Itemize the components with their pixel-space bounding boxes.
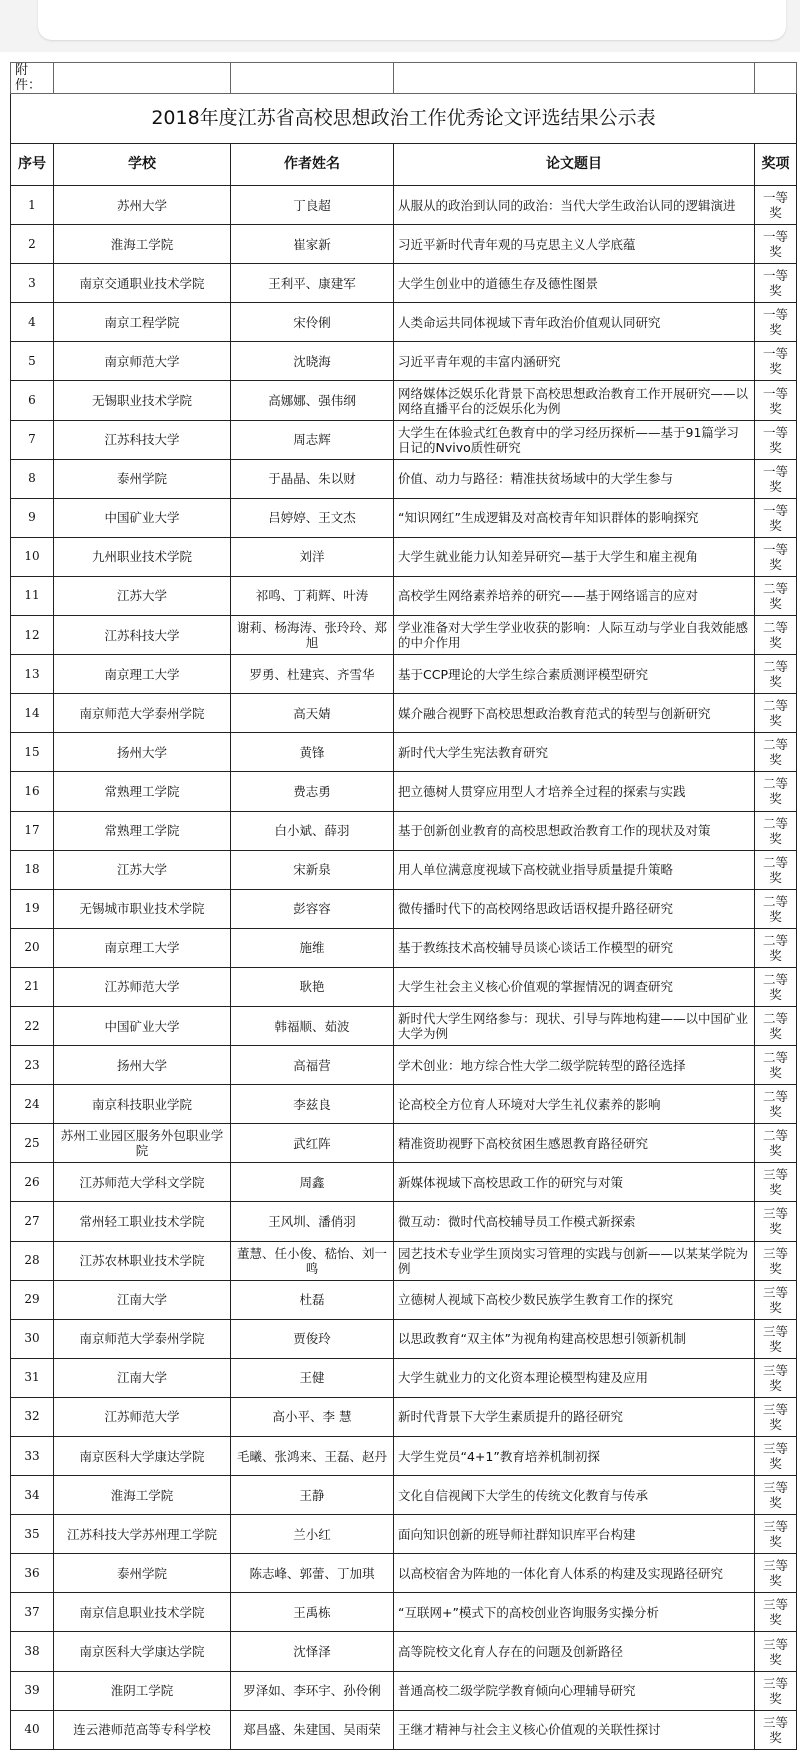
row-award: 二等奖 <box>755 694 797 733</box>
row-author: 罗泽如、李环宇、孙伶俐 <box>231 1671 394 1710</box>
row-paper-title: 大学生社会主义核心价值观的掌握情况的调查研究 <box>394 967 755 1006</box>
table-row <box>11 694 797 733</box>
row-school: 常州轻工职业技术学院 <box>54 1202 231 1241</box>
row-author: 王静 <box>231 1476 394 1515</box>
row-school: 江苏科技大学 <box>54 420 231 459</box>
row-num: 19 <box>11 889 54 928</box>
table-row <box>11 811 797 850</box>
table-row <box>11 1280 797 1319</box>
row-author: 周志辉 <box>231 420 394 459</box>
table-row <box>11 1671 797 1710</box>
row-num: 10 <box>11 537 54 576</box>
row-num: 1 <box>11 186 54 225</box>
table-row <box>11 1046 797 1085</box>
row-paper-title: 高等院校文化育人存在的问题及创新路径 <box>394 1632 755 1671</box>
row-paper-title: 大学生就业力的文化资本理论模型构建及应用 <box>394 1358 755 1397</box>
row-paper-title: 以思政教育“双主体”为视角构建高校思想引领新机制 <box>394 1319 755 1358</box>
row-author: 施维 <box>231 928 394 967</box>
row-paper-title: 习近平新时代青年观的马克思主义人学底蕴 <box>394 225 755 264</box>
row-author: 罗勇、杜建宾、齐雪华 <box>231 655 394 694</box>
row-paper-title: 基于教练技术高校辅导员谈心谈话工作模型的研究 <box>394 928 755 967</box>
row-author: 沈晓海 <box>231 342 394 381</box>
row-award: 二等奖 <box>755 889 797 928</box>
table-row <box>11 498 797 537</box>
row-paper-title: 大学生党员“4+1”教育培养机制初探 <box>394 1437 755 1476</box>
row-school: 淮阴工学院 <box>54 1671 231 1710</box>
row-award: 三等奖 <box>755 1163 797 1202</box>
row-award: 二等奖 <box>755 576 797 615</box>
title-row <box>11 94 797 144</box>
row-num: 13 <box>11 655 54 694</box>
row-award: 三等奖 <box>755 1476 797 1515</box>
table-row <box>11 616 797 655</box>
table-row <box>11 850 797 889</box>
row-award: 三等奖 <box>755 1241 797 1280</box>
row-num: 7 <box>11 420 54 459</box>
row-award: 三等奖 <box>755 1280 797 1319</box>
result-sheet <box>10 62 796 1750</box>
table-body <box>11 186 797 1750</box>
table-row <box>11 1241 797 1280</box>
row-author: 高天婧 <box>231 694 394 733</box>
row-award: 三等奖 <box>755 1554 797 1593</box>
row-author: 李兹良 <box>231 1085 394 1124</box>
row-author: 高小平、李 慧 <box>231 1397 394 1436</box>
row-paper-title: 新媒体视域下高校思政工作的研究与对策 <box>394 1163 755 1202</box>
table-row <box>11 576 797 615</box>
row-award: 二等奖 <box>755 850 797 889</box>
row-award: 三等奖 <box>755 1632 797 1671</box>
row-school: 南京师范大学 <box>54 342 231 381</box>
row-award: 三等奖 <box>755 1397 797 1436</box>
row-num: 20 <box>11 928 54 967</box>
table-row <box>11 1319 797 1358</box>
row-paper-title: 高校学生网络素养培养的研究——基于网络谣言的应对 <box>394 576 755 615</box>
row-author: 沈怿泽 <box>231 1632 394 1671</box>
row-school: 苏州大学 <box>54 186 231 225</box>
row-paper-title: 微互动：微时代高校辅导员工作模式新探索 <box>394 1202 755 1241</box>
row-school: 江苏师范大学 <box>54 967 231 1006</box>
row-num: 28 <box>11 1241 54 1280</box>
row-award: 二等奖 <box>755 928 797 967</box>
table-row <box>11 303 797 342</box>
row-school: 江南大学 <box>54 1358 231 1397</box>
row-school: 泰州学院 <box>54 1554 231 1593</box>
row-num: 27 <box>11 1202 54 1241</box>
row-paper-title: 价值、动力与路径：精准扶贫场域中的大学生参与 <box>394 459 755 498</box>
table-row <box>11 225 797 264</box>
table-row <box>11 928 797 967</box>
row-school: 南京工程学院 <box>54 303 231 342</box>
row-paper-title: “知识网红”生成逻辑及对高校青年知识群体的影响探究 <box>394 498 755 537</box>
row-author: 郑昌盛、朱建国、吴雨荣 <box>231 1710 394 1749</box>
row-num: 11 <box>11 576 54 615</box>
table-row <box>11 733 797 772</box>
row-paper-title: “互联网+”模式下的高校创业咨询服务实操分析 <box>394 1593 755 1632</box>
row-award: 一等奖 <box>755 459 797 498</box>
table-row <box>11 1397 797 1436</box>
row-paper-title: 习近平青年观的丰富内涵研究 <box>394 342 755 381</box>
header-num: 序号 <box>11 144 54 186</box>
row-author: 毛曦、张鸿来、王磊、赵丹 <box>231 1437 394 1476</box>
results-table <box>10 62 797 1750</box>
row-author: 王禹栋 <box>231 1593 394 1632</box>
row-num: 25 <box>11 1124 54 1163</box>
row-award: 一等奖 <box>755 420 797 459</box>
row-num: 29 <box>11 1280 54 1319</box>
row-school: 江苏科技大学 <box>54 616 231 655</box>
row-num: 17 <box>11 811 54 850</box>
row-paper-title: 媒介融合视野下高校思想政治教育范式的转型与创新研究 <box>394 694 755 733</box>
row-paper-title: 面向知识创新的班导师社群知识库平台构建 <box>394 1515 755 1554</box>
row-school: 连云港师范高等专科学校 <box>54 1710 231 1749</box>
attachment-row <box>11 63 797 94</box>
row-paper-title: 大学生就业能力认知差异研究—基于大学生和雇主视角 <box>394 537 755 576</box>
row-author: 丁良超 <box>231 186 394 225</box>
row-num: 31 <box>11 1358 54 1397</box>
row-paper-title: 新时代背景下大学生素质提升的路径研究 <box>394 1397 755 1436</box>
row-num: 5 <box>11 342 54 381</box>
row-school: 无锡城市职业技术学院 <box>54 889 231 928</box>
table-row <box>11 1632 797 1671</box>
table-row <box>11 772 797 811</box>
row-num: 35 <box>11 1515 54 1554</box>
row-award: 二等奖 <box>755 967 797 1006</box>
row-award: 二等奖 <box>755 1124 797 1163</box>
table-row <box>11 1163 797 1202</box>
row-num: 23 <box>11 1046 54 1085</box>
row-author: 彭容容 <box>231 889 394 928</box>
row-award: 二等奖 <box>755 733 797 772</box>
row-author: 董慧、任小俊、嵇怡、刘一鸣 <box>231 1241 394 1280</box>
row-num: 37 <box>11 1593 54 1632</box>
row-num: 32 <box>11 1397 54 1436</box>
row-paper-title: 论高校全方位育人环境对大学生礼仪素养的影响 <box>394 1085 755 1124</box>
row-author: 王利平、康建军 <box>231 264 394 303</box>
row-author: 黄锋 <box>231 733 394 772</box>
row-author: 耿艳 <box>231 967 394 1006</box>
row-award: 一等奖 <box>755 381 797 420</box>
row-num: 8 <box>11 459 54 498</box>
row-award: 三等奖 <box>755 1710 797 1749</box>
row-school: 南京信息职业技术学院 <box>54 1593 231 1632</box>
row-award: 三等奖 <box>755 1515 797 1554</box>
row-num: 18 <box>11 850 54 889</box>
row-paper-title: 精准资助视野下高校贫困生感恩教育路径研究 <box>394 1124 755 1163</box>
row-award: 三等奖 <box>755 1358 797 1397</box>
row-school: 江苏农林职业技术学院 <box>54 1241 231 1280</box>
row-award: 一等奖 <box>755 342 797 381</box>
table-row <box>11 1593 797 1632</box>
row-award: 一等奖 <box>755 498 797 537</box>
row-author: 费志勇 <box>231 772 394 811</box>
row-num: 22 <box>11 1006 54 1045</box>
row-num: 6 <box>11 381 54 420</box>
row-num: 12 <box>11 616 54 655</box>
row-author: 崔家新 <box>231 225 394 264</box>
row-paper-title: 园艺技术专业学生顶岗实习管理的实践与创新——以某某学院为例 <box>394 1241 755 1280</box>
row-award: 二等奖 <box>755 655 797 694</box>
row-school: 常熟理工学院 <box>54 811 231 850</box>
row-school: 无锡职业技术学院 <box>54 381 231 420</box>
row-paper-title: 王继才精神与社会主义核心价值观的关联性探讨 <box>394 1710 755 1749</box>
row-school: 南京交通职业技术学院 <box>54 264 231 303</box>
table-row <box>11 1202 797 1241</box>
table-row <box>11 1358 797 1397</box>
row-school: 江苏师范大学 <box>54 1397 231 1436</box>
table-row <box>11 1515 797 1554</box>
row-author: 吕婷婷、王文杰 <box>231 498 394 537</box>
table-row <box>11 420 797 459</box>
row-school: 九州职业技术学院 <box>54 537 231 576</box>
row-paper-title: 学业准备对大学生学业收获的影响：人际互动与学业自我效能感的中介作用 <box>394 616 755 655</box>
header-row <box>11 144 797 186</box>
row-school: 南京理工大学 <box>54 928 231 967</box>
row-paper-title: 以高校宿舍为阵地的一体化育人体系的构建及实现路径研究 <box>394 1554 755 1593</box>
row-author: 陈志峰、郭蕾、丁加琪 <box>231 1554 394 1593</box>
row-paper-title: 文化自信视阈下大学生的传统文化教育与传承 <box>394 1476 755 1515</box>
row-num: 24 <box>11 1085 54 1124</box>
row-award: 二等奖 <box>755 1046 797 1085</box>
row-award: 一等奖 <box>755 537 797 576</box>
row-school: 淮海工学院 <box>54 1476 231 1515</box>
row-paper-title: 新时代大学生宪法教育研究 <box>394 733 755 772</box>
row-award: 三等奖 <box>755 1593 797 1632</box>
row-award: 一等奖 <box>755 186 797 225</box>
row-school: 扬州大学 <box>54 1046 231 1085</box>
row-num: 21 <box>11 967 54 1006</box>
row-paper-title: 学术创业：地方综合性大学二级学院转型的路径选择 <box>394 1046 755 1085</box>
row-award: 三等奖 <box>755 1437 797 1476</box>
table-row <box>11 967 797 1006</box>
row-school: 苏州工业园区服务外包职业学院 <box>54 1124 231 1163</box>
row-num: 34 <box>11 1476 54 1515</box>
row-school: 南京师范大学泰州学院 <box>54 694 231 733</box>
row-award: 二等奖 <box>755 616 797 655</box>
table-row <box>11 459 797 498</box>
row-author: 刘洋 <box>231 537 394 576</box>
table-row <box>11 264 797 303</box>
row-author: 韩福顺、茹波 <box>231 1006 394 1045</box>
row-num: 40 <box>11 1710 54 1749</box>
row-author: 谢莉、杨海涛、张玲玲、郑旭 <box>231 616 394 655</box>
row-num: 16 <box>11 772 54 811</box>
header-author: 作者姓名 <box>231 144 394 186</box>
row-num: 33 <box>11 1437 54 1476</box>
row-school: 扬州大学 <box>54 733 231 772</box>
row-author: 白小斌、薛羽 <box>231 811 394 850</box>
row-num: 3 <box>11 264 54 303</box>
row-author: 于晶晶、朱以财 <box>231 459 394 498</box>
row-award: 二等奖 <box>755 1006 797 1045</box>
row-paper-title: 新时代大学生网络参与：现状、引导与阵地构建——以中国矿业大学为例 <box>394 1006 755 1045</box>
row-school: 南京科技职业学院 <box>54 1085 231 1124</box>
row-num: 38 <box>11 1632 54 1671</box>
row-num: 30 <box>11 1319 54 1358</box>
row-num: 9 <box>11 498 54 537</box>
row-school: 泰州学院 <box>54 459 231 498</box>
row-paper-title: 把立德树人贯穿应用型人才培养全过程的探索与实践 <box>394 772 755 811</box>
row-author: 高福营 <box>231 1046 394 1085</box>
row-author: 宋新泉 <box>231 850 394 889</box>
row-school: 江苏大学 <box>54 576 231 615</box>
row-author: 兰小红 <box>231 1515 394 1554</box>
row-author: 周鑫 <box>231 1163 394 1202</box>
table-row <box>11 889 797 928</box>
row-author: 王健 <box>231 1358 394 1397</box>
row-paper-title: 立德树人视域下高校少数民族学生教育工作的探究 <box>394 1280 755 1319</box>
row-author: 祁鸣、丁莉辉、叶涛 <box>231 576 394 615</box>
row-paper-title: 大学生创业中的道德生存及德性图景 <box>394 264 755 303</box>
row-author: 贾俊玲 <box>231 1319 394 1358</box>
row-num: 39 <box>11 1671 54 1710</box>
table-row <box>11 342 797 381</box>
row-num: 4 <box>11 303 54 342</box>
table-row <box>11 655 797 694</box>
row-award: 三等奖 <box>755 1202 797 1241</box>
table-row <box>11 1710 797 1749</box>
row-num: 36 <box>11 1554 54 1593</box>
row-school: 江苏科技大学苏州理工学院 <box>54 1515 231 1554</box>
row-award: 三等奖 <box>755 1319 797 1358</box>
top-card <box>38 0 786 40</box>
row-author: 宋伶俐 <box>231 303 394 342</box>
row-school: 江南大学 <box>54 1280 231 1319</box>
row-award: 二等奖 <box>755 772 797 811</box>
row-num: 26 <box>11 1163 54 1202</box>
table-row <box>11 1554 797 1593</box>
row-paper-title: 普通高校二级学院学教育倾向心理辅导研究 <box>394 1671 755 1710</box>
table-row <box>11 1124 797 1163</box>
table-row <box>11 1476 797 1515</box>
row-school: 南京医科大学康达学院 <box>54 1437 231 1476</box>
row-award: 一等奖 <box>755 264 797 303</box>
row-school: 江苏大学 <box>54 850 231 889</box>
row-school: 中国矿业大学 <box>54 1006 231 1045</box>
row-school: 南京理工大学 <box>54 655 231 694</box>
row-num: 2 <box>11 225 54 264</box>
row-award: 二等奖 <box>755 811 797 850</box>
row-num: 14 <box>11 694 54 733</box>
row-num: 15 <box>11 733 54 772</box>
attachment-label: 附件： <box>11 63 54 94</box>
row-school: 淮海工学院 <box>54 225 231 264</box>
row-award: 二等奖 <box>755 1085 797 1124</box>
row-school: 常熟理工学院 <box>54 772 231 811</box>
table-row <box>11 1085 797 1124</box>
row-paper-title: 基于创新创业教育的高校思想政治教育工作的现状及对策 <box>394 811 755 850</box>
row-paper-title: 大学生在体验式红色教育中的学习经历探析——基于91篇学习日记的Nvivo质性研究 <box>394 420 755 459</box>
table-row <box>11 537 797 576</box>
header-school: 学校 <box>54 144 231 186</box>
row-author: 武红阵 <box>231 1124 394 1163</box>
row-author: 杜磊 <box>231 1280 394 1319</box>
row-author: 王风圳、潘俏羽 <box>231 1202 394 1241</box>
row-paper-title: 网络媒体泛娱乐化背景下高校思想政治教育工作开展研究——以网络直播平台的泛娱乐化为例 <box>394 381 755 420</box>
row-paper-title: 微传播时代下的高校网络思政话语权提升路径研究 <box>394 889 755 928</box>
row-paper-title: 从服从的政治到认同的政治：当代大学生政治认同的逻辑演进 <box>394 186 755 225</box>
table-row <box>11 381 797 420</box>
row-award: 三等奖 <box>755 1671 797 1710</box>
row-school: 江苏师范大学科文学院 <box>54 1163 231 1202</box>
table-row <box>11 186 797 225</box>
row-school: 南京医科大学康达学院 <box>54 1632 231 1671</box>
row-author: 高娜娜、强伟纲 <box>231 381 394 420</box>
row-paper-title: 用人单位满意度视域下高校就业指导质量提升策略 <box>394 850 755 889</box>
row-school: 南京师范大学泰州学院 <box>54 1319 231 1358</box>
header-award: 奖项 <box>755 144 797 186</box>
row-school: 中国矿业大学 <box>54 498 231 537</box>
table-row <box>11 1006 797 1045</box>
row-award: 一等奖 <box>755 225 797 264</box>
table-row <box>11 1437 797 1476</box>
browser-top-strip <box>0 0 800 52</box>
header-paper: 论文题目 <box>394 144 755 186</box>
row-award: 一等奖 <box>755 303 797 342</box>
page-title: 2018年度江苏省高校思想政治工作优秀论文评选结果公示表 <box>11 94 797 144</box>
row-paper-title: 人类命运共同体视域下青年政治价值观认同研究 <box>394 303 755 342</box>
row-paper-title: 基于CCP理论的大学生综合素质测评模型研究 <box>394 655 755 694</box>
